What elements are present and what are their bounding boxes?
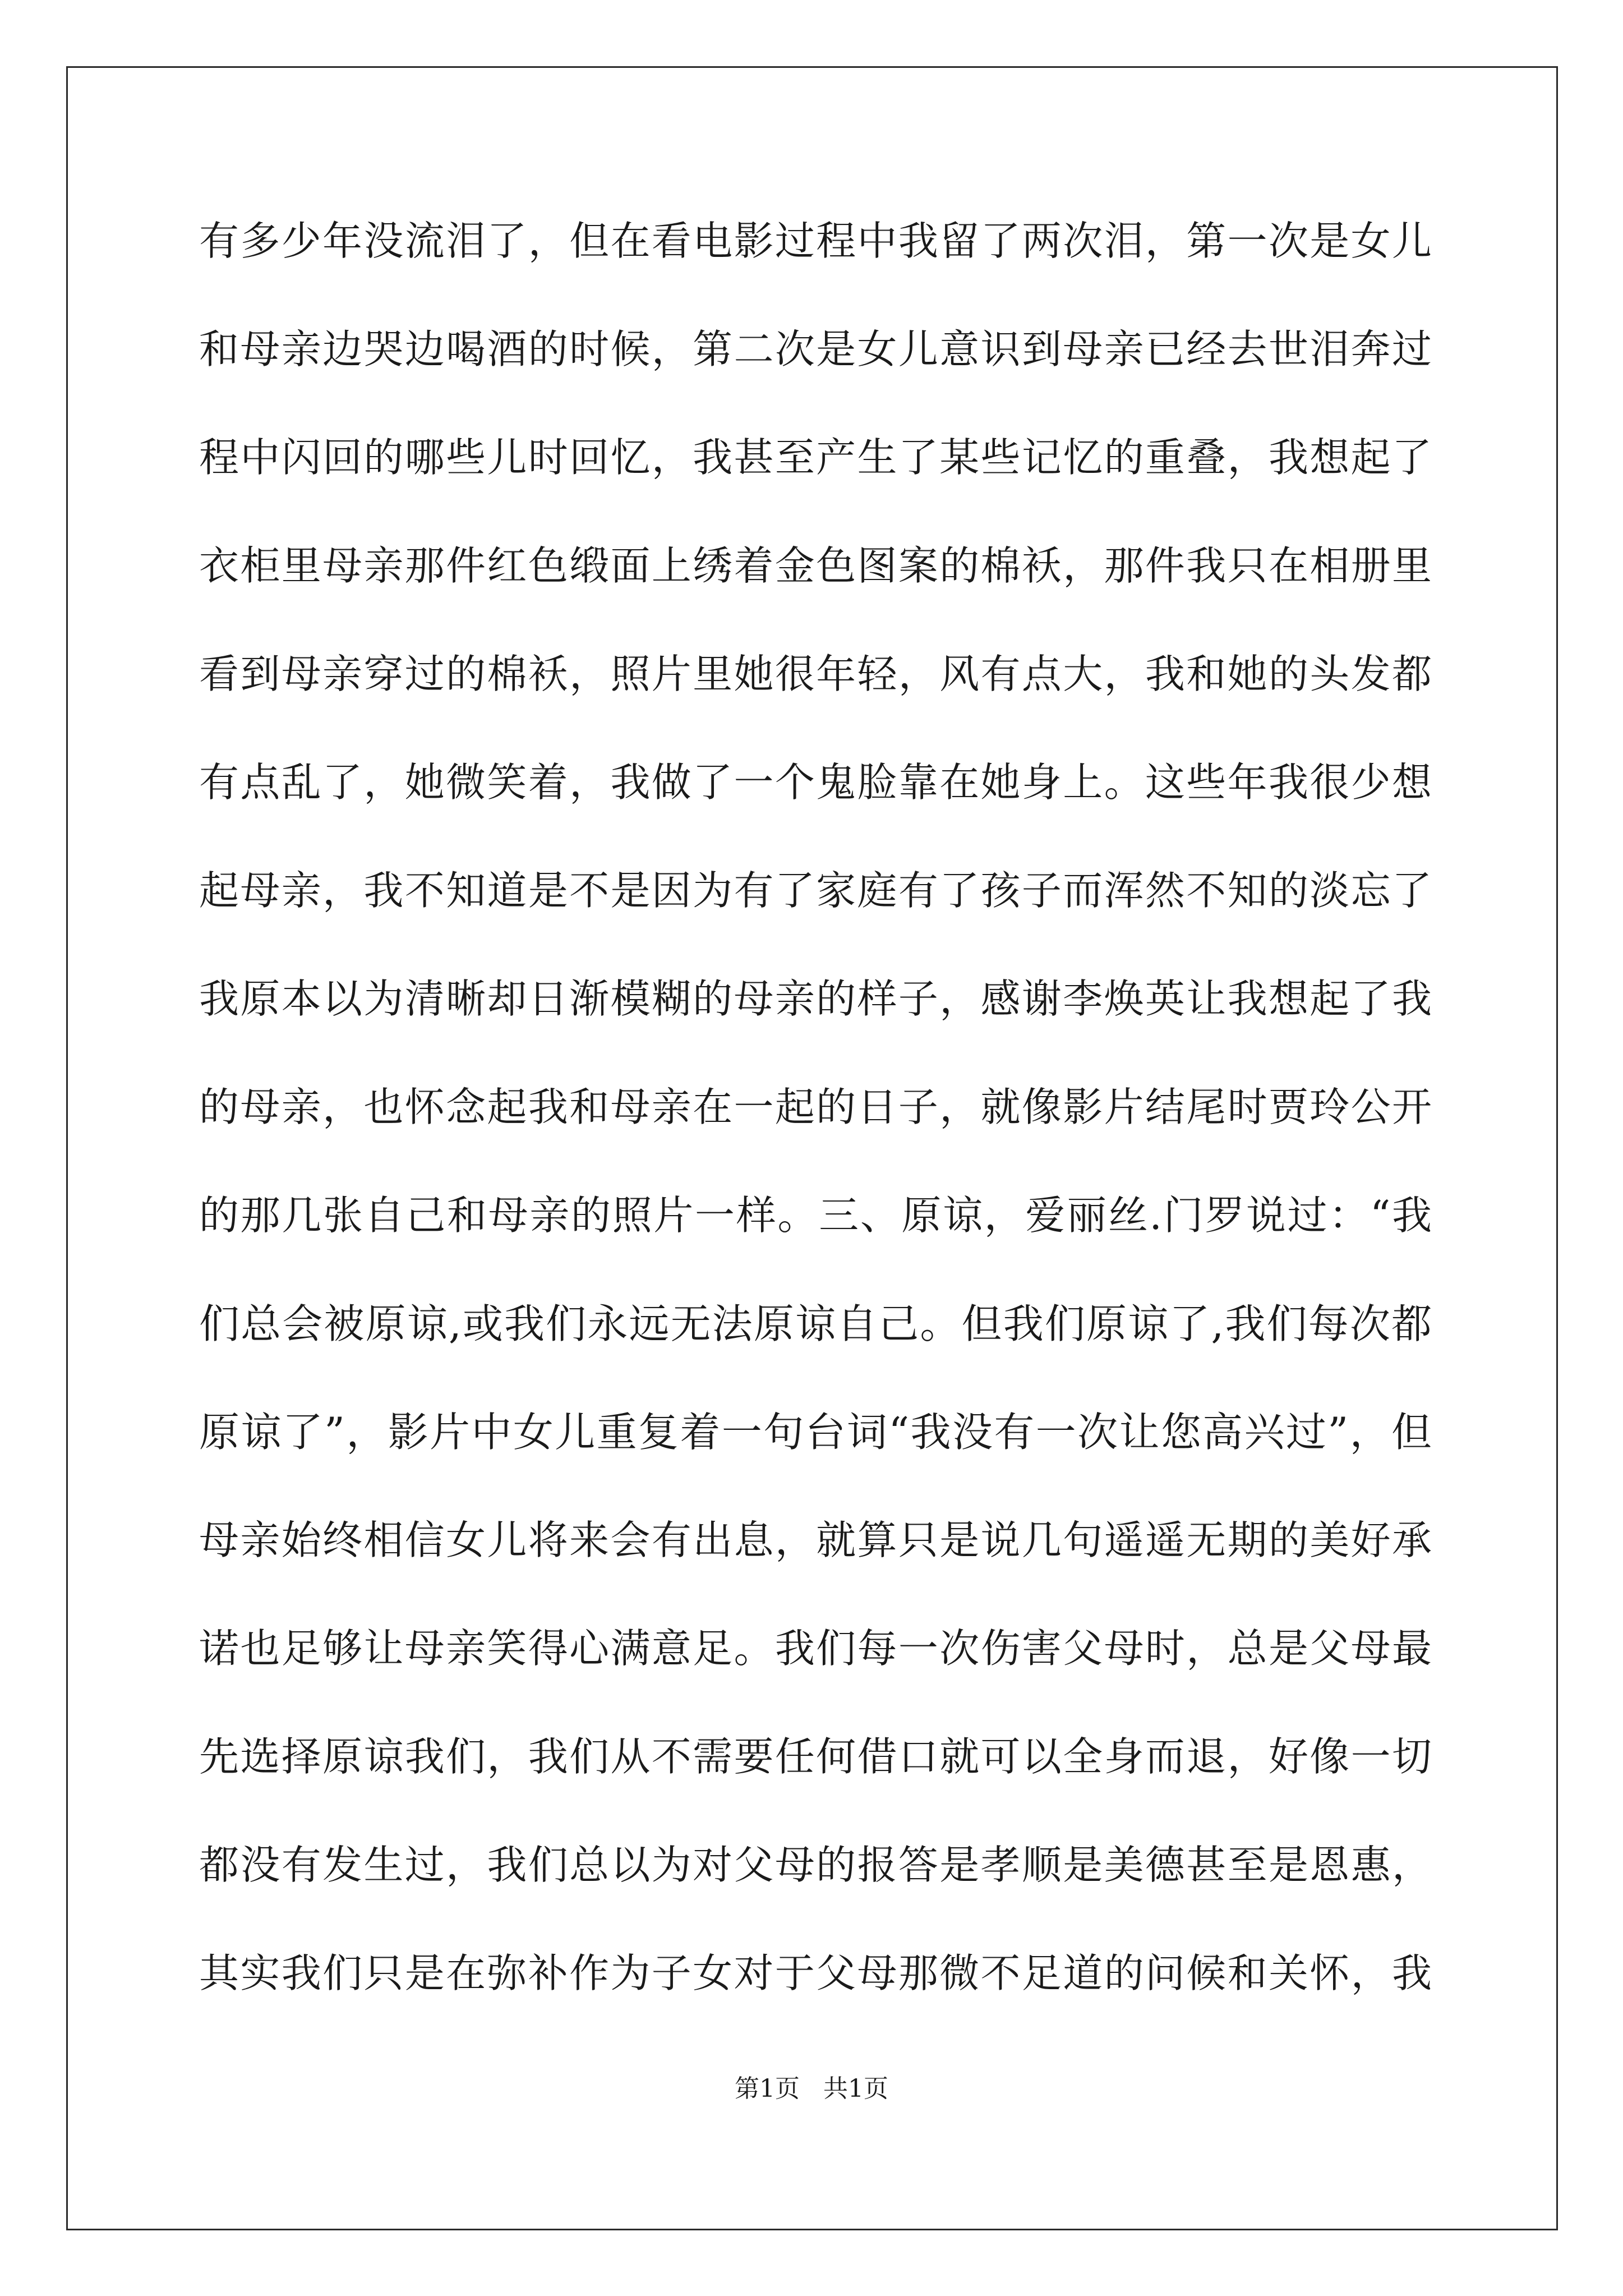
text-line: 原谅了”，影片中女儿重复着一句台词“我没有一次让您高兴过”，但 [199,1409,1433,1456]
text-line: 有多少年没流泪了，但在看电影过程中我留了两次泪，第一次是女儿 [199,218,1433,264]
text-line: 都没有发生过，我们总以为对父母的报答是孝顺是美德甚至是恩惠， [199,1842,1433,1888]
text-line: 母亲始终相信女儿将来会有出息，就算只是说几句遥遥无期的美好承 [199,1517,1433,1563]
text-line: 和母亲边哭边喝酒的时候，第二次是女儿意识到母亲已经去世泪奔过 [199,326,1433,372]
text-line: 看到母亲穿过的棉袄，照片里她很年轻，风有点大，我和她的头发都 [199,651,1433,697]
text-line: 其实我们只是在弥补作为子女对于父母那微不足道的问候和关怀，我 [199,1950,1433,1996]
text-line: 先选择原谅我们，我们从不需要任何借口就可以全身而退，好像一切 [199,1733,1433,1780]
text-line: 的母亲，也怀念起我和母亲在一起的日子，就像影片结尾时贾玲公开 [199,1084,1433,1130]
text-line: 的那几张自己和母亲的照片一样。三、原谅，爱丽丝.门罗说过：“我 [199,1192,1433,1239]
text-line: 我原本以为清晰却日渐模糊的母亲的样子，感谢李焕英让我想起了我 [199,976,1433,1022]
body-text [199,213,1433,2054]
text-line: 有点乱了，她微笑着，我做了一个鬼脸靠在她身上。这些年我很少想 [199,759,1433,806]
text-line: 衣柜里母亲那件红色缎面上绣着金色图案的棉袄，那件我只在相册里 [199,542,1433,589]
text-line: 程中闪回的哪些儿时回忆，我甚至产生了某些记忆的重叠，我想起了 [199,434,1433,481]
text-line: 诺也足够让母亲笑得心满意足。我们每一次伤害父母时，总是父母最 [199,1625,1433,1672]
text-line: 起母亲，我不知道是不是因为有了家庭有了孩子而浑然不知的淡忘了 [199,867,1433,914]
page-number-footer: 第1页 共1页 [735,2074,888,2103]
text-line: 们总会被原谅,或我们永远无法原谅自己。但我们原谅了,我们每次都 [199,1300,1433,1347]
